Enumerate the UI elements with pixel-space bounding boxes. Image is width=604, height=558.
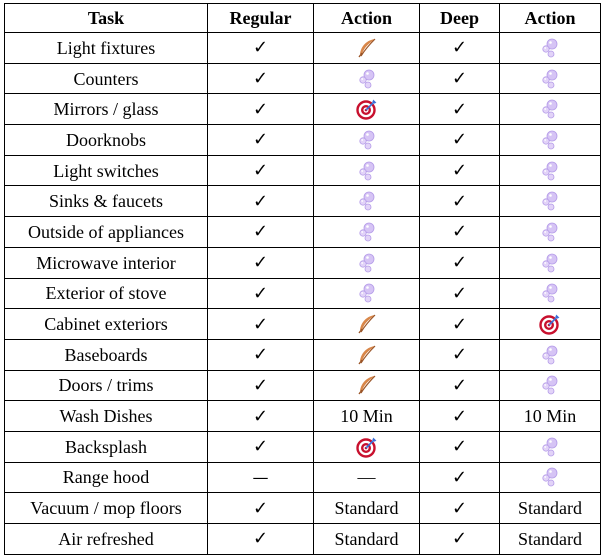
feather-icon [356,374,378,396]
table-row [5,186,601,217]
deep-action-cell [500,278,601,309]
header-action-deep: Action [500,4,601,33]
dash-mark: — [252,468,269,488]
regular-cell [208,217,314,248]
deep-cell [420,247,500,278]
regular-action-cell [314,524,420,555]
check-mark: ✓ [451,98,468,120]
deep-action-cell [500,33,601,64]
regular-cell [208,524,314,555]
check-mark: ✓ [252,313,269,335]
task-label: Cabinet exteriors [5,309,208,340]
bubbles-icon [539,98,561,120]
check-mark: ✓ [252,160,269,182]
bubbles-icon [356,68,378,90]
table-row [5,63,601,94]
check-mark: ✓ [451,129,468,151]
check-mark: ✓ [252,282,269,304]
check-mark: ✓ [451,221,468,243]
bubbles-icon [539,160,561,182]
task-label: Counters [5,63,208,94]
deep-cell [420,339,500,370]
deep-cell [420,431,500,462]
deep-action-cell [500,370,601,401]
bubbles-icon [539,68,561,90]
regular-cell [208,339,314,370]
regular-action-cell [314,339,420,370]
table-row [5,462,601,493]
deep-action-cell [500,125,601,156]
deep-cell [420,125,500,156]
regular-action-cell [314,278,420,309]
deep-cell [420,370,500,401]
check-mark: ✓ [451,497,468,519]
check-mark: ✓ [451,252,468,274]
check-mark: ✓ [451,374,468,396]
check-mark: ✓ [252,129,269,151]
check-mark: ✓ [451,344,468,366]
regular-cell [208,247,314,278]
task-label: Light fixtures [5,33,208,64]
check-mark: ✓ [451,37,468,59]
bubbles-icon [539,344,561,366]
task-label: Outside of appliances [5,217,208,248]
deep-action-cell [500,247,601,278]
bubbles-icon [539,436,561,458]
check-mark: ✓ [252,528,269,550]
bubbles-icon [539,129,561,151]
regular-action-cell [314,401,420,432]
regular-action-cell [314,431,420,462]
regular-cell [208,493,314,524]
bubbles-icon [356,160,378,182]
task-label: Light switches [5,155,208,186]
task-label: Baseboards [5,339,208,370]
target-icon [539,313,561,335]
check-mark: ✓ [451,160,468,182]
deep-action-cell [500,431,601,462]
check-mark: ✓ [252,98,269,120]
task-label: Exterior of stove [5,278,208,309]
deep-action-cell [500,155,601,186]
bubbles-icon [356,282,378,304]
regular-cell [208,33,314,64]
regular-action-cell [314,370,420,401]
task-label: Microwave interior [5,247,208,278]
check-mark: ✓ [451,466,468,488]
cleaning-checklist-table [4,3,601,555]
action-text: 10 Min [523,406,577,427]
deep-cell [420,462,500,493]
action-text: Standard [334,528,399,549]
check-mark: ✓ [252,497,269,519]
check-mark: ✓ [252,405,269,427]
action-text: Standard [518,498,582,519]
header-regular: Regular [208,4,314,33]
check-mark: ✓ [451,190,468,212]
deep-action-cell [500,217,601,248]
action-text: 10 Min [340,406,393,427]
regular-action-cell [314,217,420,248]
bubbles-icon [539,374,561,396]
check-mark: ✓ [451,405,468,427]
target-icon [356,436,378,458]
regular-action-cell [314,186,420,217]
check-mark: ✓ [252,221,269,243]
deep-action-cell [500,94,601,125]
regular-action-cell [314,247,420,278]
table-row [5,339,601,370]
check-mark: ✓ [252,436,269,458]
header-deep: Deep [420,4,500,33]
table-row [5,155,601,186]
deep-action-cell [500,524,601,555]
check-mark: ✓ [451,436,468,458]
check-mark: ✓ [252,37,269,59]
bubbles-icon [356,221,378,243]
feather-icon [356,344,378,366]
check-mark: ✓ [252,374,269,396]
table-row [5,33,601,64]
deep-cell [420,278,500,309]
feather-icon [356,313,378,335]
regular-cell [208,462,314,493]
target-icon [356,98,378,120]
deep-cell [420,524,500,555]
check-mark: ✓ [451,282,468,304]
header-task: Task [5,4,208,33]
regular-cell [208,401,314,432]
check-mark: ✓ [451,528,468,550]
task-label: Range hood [5,462,208,493]
check-mark: ✓ [252,252,269,274]
bubbles-icon [539,190,561,212]
regular-action-cell [314,309,420,340]
deep-action-cell [500,462,601,493]
task-label: Backsplash [5,431,208,462]
task-label: Vacuum / mop floors [5,493,208,524]
bubbles-icon [539,221,561,243]
deep-cell [420,309,500,340]
action-text: Standard [334,498,399,519]
regular-action-cell [314,94,420,125]
check-mark: ✓ [252,190,269,212]
task-label: Wash Dishes [5,401,208,432]
deep-cell [420,401,500,432]
bubbles-icon [539,282,561,304]
table-row [5,401,601,432]
table-row [5,524,601,555]
task-label: Mirrors / glass [5,94,208,125]
bubbles-icon [539,466,561,488]
deep-action-cell [500,309,601,340]
bubbles-icon [539,252,561,274]
regular-action-cell [314,462,420,493]
regular-cell [208,278,314,309]
action-text: Standard [518,528,582,549]
action-text: — [357,467,376,488]
table-row [5,125,601,156]
check-mark: ✓ [252,68,269,90]
deep-action-cell [500,63,601,94]
table-row [5,309,601,340]
table-row [5,431,601,462]
header-action-regular: Action [314,4,420,33]
regular-action-cell [314,125,420,156]
regular-action-cell [314,33,420,64]
deep-action-cell [500,493,601,524]
check-mark: ✓ [252,344,269,366]
table-row [5,94,601,125]
table-row [5,247,601,278]
table-row [5,370,601,401]
bubbles-icon [356,129,378,151]
table-row [5,217,601,248]
regular-action-cell [314,63,420,94]
table-row [5,493,601,524]
task-label: Doorknobs [5,125,208,156]
deep-action-cell [500,401,601,432]
regular-cell [208,370,314,401]
feather-icon [356,37,378,59]
regular-cell [208,309,314,340]
regular-action-cell [314,493,420,524]
regular-cell [208,186,314,217]
deep-cell [420,94,500,125]
deep-cell [420,155,500,186]
table-row [5,278,601,309]
deep-action-cell [500,339,601,370]
check-mark: ✓ [451,313,468,335]
deep-cell [420,186,500,217]
deep-cell [420,217,500,248]
task-label: Air refreshed [5,524,208,555]
deep-action-cell [500,186,601,217]
check-mark: ✓ [451,68,468,90]
task-label: Sinks & faucets [5,186,208,217]
deep-cell [420,33,500,64]
regular-cell [208,155,314,186]
regular-cell [208,431,314,462]
task-label: Doors / trims [5,370,208,401]
regular-cell [208,125,314,156]
regular-action-cell [314,155,420,186]
table-body [5,33,601,555]
regular-cell [208,94,314,125]
bubbles-icon [356,252,378,274]
regular-cell [208,63,314,94]
deep-cell [420,493,500,524]
header-row [5,4,601,33]
deep-cell [420,63,500,94]
bubbles-icon [356,190,378,212]
bubbles-icon [539,37,561,59]
